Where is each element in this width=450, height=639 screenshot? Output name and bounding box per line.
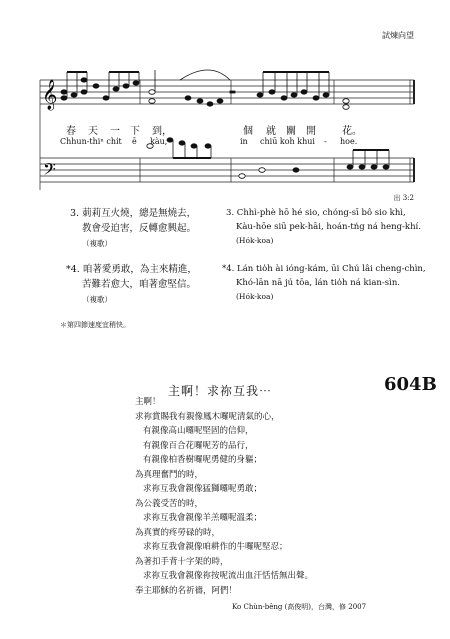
prayer-line: 有親像柏香樹囉呢勇健的身軀； — [143, 455, 263, 465]
author-credit: Ko Chùn-bêng (高俊明)，台灣，修 2007 — [232, 603, 367, 611]
verse4-rm-refrain: (Hók-koa) — [236, 292, 274, 301]
lyric-rm-6: - — [324, 137, 327, 146]
lyric-rm-7: hoe. — [340, 137, 358, 146]
verse3-cn-refrain: （複歌） — [82, 239, 112, 248]
prayer-line: 求祢互我會親像猛獅囉呢勇敢； — [143, 484, 263, 494]
lyric-cn-8: 關 — [286, 126, 296, 137]
prayer-line: 為公義受苦的時， — [135, 498, 204, 509]
music-score — [0, 0, 450, 200]
scripture-reference: 出 3:2 — [393, 194, 414, 202]
verse4-cn-line1: *4. 咱著愛勇敢，為主來精進， — [66, 264, 197, 275]
prayer-line: 為著扣手背十字架的時， — [135, 556, 229, 567]
verse4-rm-line2: Khó-lān nā jú tōa, lán tio̍h ná kian-sìn. — [236, 278, 401, 288]
bass-clef-icon: 𝄢 — [43, 159, 56, 183]
tempo-note: ＊第四節速度宜稍快。 — [60, 321, 130, 329]
lyric-cn-7: 就 — [266, 126, 276, 137]
treble-clef-icon: 𝄞 — [42, 80, 58, 110]
verse4-cn-refrain: （複歌） — [82, 295, 112, 304]
lyric-rm-5: chiū koh khui — [260, 137, 315, 146]
lyric-rm-2: ē — [132, 137, 137, 146]
lyric-cn-1: 春 — [66, 126, 76, 137]
verse3-rm-line1: 3. Chhì-phè hō hé sio, chóng-sī bô sio khì, — [226, 208, 406, 218]
verse3-rm-refrain: (Hók-koa) — [236, 236, 274, 245]
prayer-line: 為真實的疼勞碌的時， — [135, 527, 221, 538]
lyric-cn-3: 一 — [110, 126, 120, 137]
prayer-line: 有親像高山囉呢堅固的信仰， — [143, 426, 254, 436]
lyric-rm-4: in — [240, 137, 248, 146]
lyric-cn-10: 花。 — [342, 126, 362, 137]
lyric-cn-9: 開 — [306, 126, 316, 137]
page-header: 試煉向望 — [382, 31, 414, 40]
prayer-line: 求祢互我會親像咱耕作的牛囉呢堅忍； — [143, 542, 288, 552]
prayer-line: 求祢互我會親像祢按呢流出血汗恬恬無出聲。 — [143, 571, 314, 581]
prayer-line: 奉主耶穌的名祈禱，阿們！ — [135, 585, 238, 596]
verse3-cn-line1: 3. 莿莉互火燒，總是無燒去， — [70, 208, 197, 219]
verse3-cn — [70, 206, 196, 251]
lyric-cn-6: 個 — [243, 126, 253, 137]
verse4-rm-line1: *4. Lán tio̍h ài ióng-kám, ūi Chú lâi cheng-chìn, — [222, 264, 426, 274]
verse4-cn-line2: 苦難若愈大，咱著愈堅信。 — [82, 279, 197, 290]
lyric-rm-1: Chhun-thiⁿ chi̍t — [60, 137, 122, 146]
lyric-cn-2: 天 — [88, 126, 98, 137]
prayer-line: 主啊！ — [135, 397, 161, 407]
verse4-cn — [66, 262, 197, 307]
prayer-text — [135, 395, 313, 598]
verse4-rm — [222, 262, 426, 304]
prayer-title: 主啊！求祢互我⋯ — [168, 384, 273, 398]
treble-notes — [61, 70, 349, 109]
verse3-rm-line2: Kàu-hōe siū pek-hāi, hoán-tńg ná heng-khí. — [236, 222, 421, 232]
verse3-cn-line2: 教會受迫害，反轉愈興起。 — [82, 223, 197, 234]
lyric-cn-5: 到， — [152, 126, 172, 137]
lyric-rm-3: kàu, — [150, 137, 168, 146]
prayer-line: 求祢互我會親像羊羔囉呢溫柔； — [143, 513, 263, 523]
lyric-cn-4: 下 — [130, 126, 140, 137]
verse3-rm — [226, 206, 421, 248]
prayer-line: 求祢賞賜我有親像鳳木囉呢清氣的心， — [135, 411, 280, 422]
prayer-line: 有親像百合花囉呢芳的品行， — [143, 440, 254, 451]
bass-staff — [40, 158, 414, 182]
hymn-number: 604B — [384, 374, 437, 395]
prayer-line: 為真理奮鬥的時， — [135, 469, 204, 480]
